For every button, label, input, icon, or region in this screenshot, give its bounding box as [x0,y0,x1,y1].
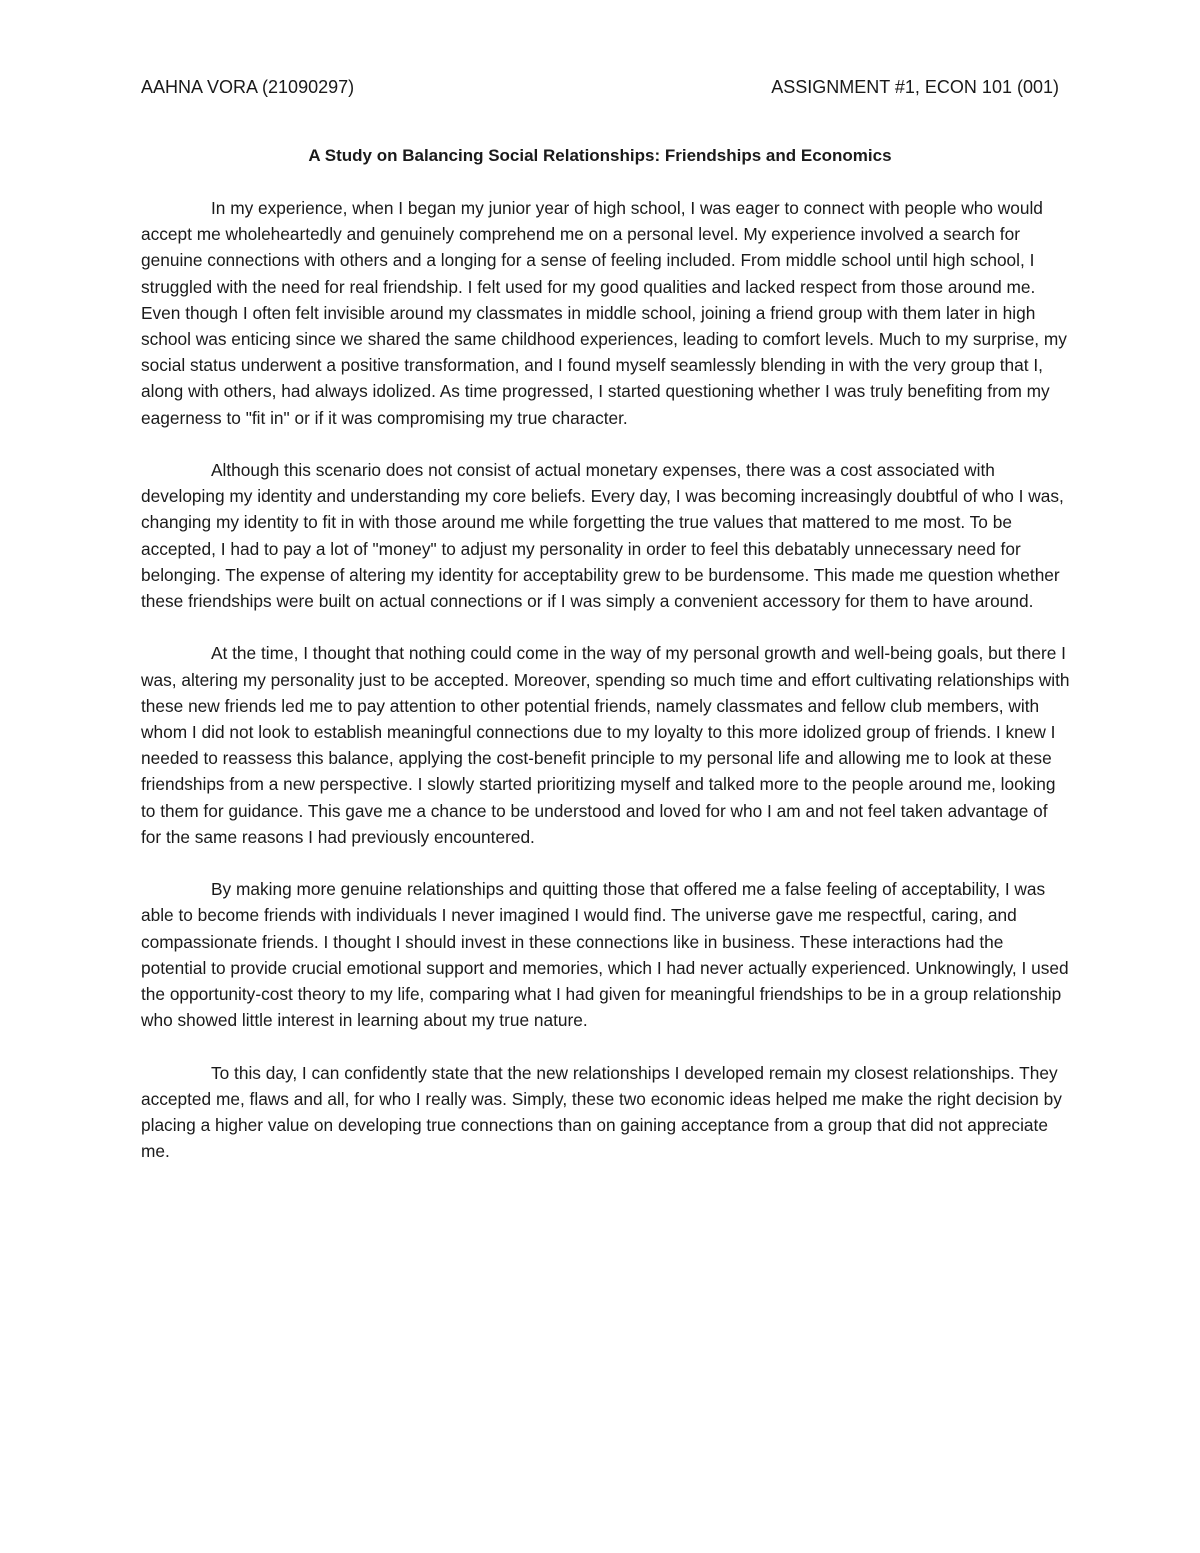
paragraph-2: Although this scenario does not consist of actual monetary expenses, there was a cost associated with developing my identity and understanding my core beliefs. Every day, I was becoming increasingly doubtful of who I was, changing my identity to fit in with those around me while forgetting the true values that mattered to me most. To be accepted, I had to pay a lot of "money" to adjust my personality in order to feel this debatably unnecessary need for belonging. The expense of altering my identity for acceptability grew to be burdensome. This made me question whether these friendships were built on actual connections or if I was simply a convenient accessory for them to have around. [141,460,1064,612]
paragraph-1: In my experience, when I began my junior year of high school, I was eager to connect with people who would accept me wholeheartedly and genuinely comprehend me on a personal level. My experience involved a search for genuine connections with others and a longing for a sense of feeling included. From middle school until high school, I struggled with the need for real friendship. I felt used for my good qualities and lacked respect from those around me. Even though I often felt invisible around my classmates in middle school, joining a friend group with them later in high school was enticing since we shared the same childhood experiences, leading to comfort levels. Much to my surprise, my social status underwent a positive transformation, and I found myself seamlessly blending in with the very group that I, along with others, had always idolized. As time progressed, I started questioning whether I was truly benefiting from my eagerness to "fit in" or if it was compromising my true character. [141,198,1067,428]
document-body [141,195,1071,1191]
paragraph-3: At the time, I thought that nothing could come in the way of my personal growth and well-being goals, but there I was, altering my personality just to be accepted. Moreover, spending so much time and effort cultivating relationships with these new friends led me to pay attention to other potential friends, namely classmates and fellow club members, with whom I did not look to establish meaningful connections due to my loyalty to this more idolized group of friends. I knew I needed to reassess this balance, applying the cost-benefit principle to my personal life and allowing me to look at these friendships from a new perspective. I slowly started prioritizing myself and talked more to the people around me, looking to them for guidance. This gave me a chance to be understood and loved for who I am and not feel taken advantage of for the same reasons I had previously encountered. [141,643,1070,847]
document-title: A Study on Balancing Social Relationships: Friendships and Economics [308,146,892,165]
paragraph-5: To this day, I can confidently state that the new relationships I developed remain my closest relationships. They accepted me, flaws and all, for who I really was. Simply, these two economic ideas helped me make the right decision by placing a higher value on developing true connections than on gaining acceptance from a group that did not appreciate me. [141,1062,1062,1162]
paragraph-4: By making more genuine relationships and quitting those that offered me a false feeling of acceptability, I was able to become friends with individuals I never imagined I would find. The universe gave me respectful, caring, and compassionate friends. I thought I should invest in these connections like in business. These interactions had the potential to provide crucial emotional support and memories, which I had never actually experienced. Unknowingly, I used the opportunity-cost theory to my life, comparing what I had given for meaningful friendships to be in a group relationship who showed little interest in learning about my true nature. [141,879,1069,1031]
assignment-label: ASSIGNMENT #1, ECON 101 (001) [771,77,1059,97]
page-header [141,72,1059,102]
author-name-id: AAHNA VORA (21090297) [141,77,355,97]
